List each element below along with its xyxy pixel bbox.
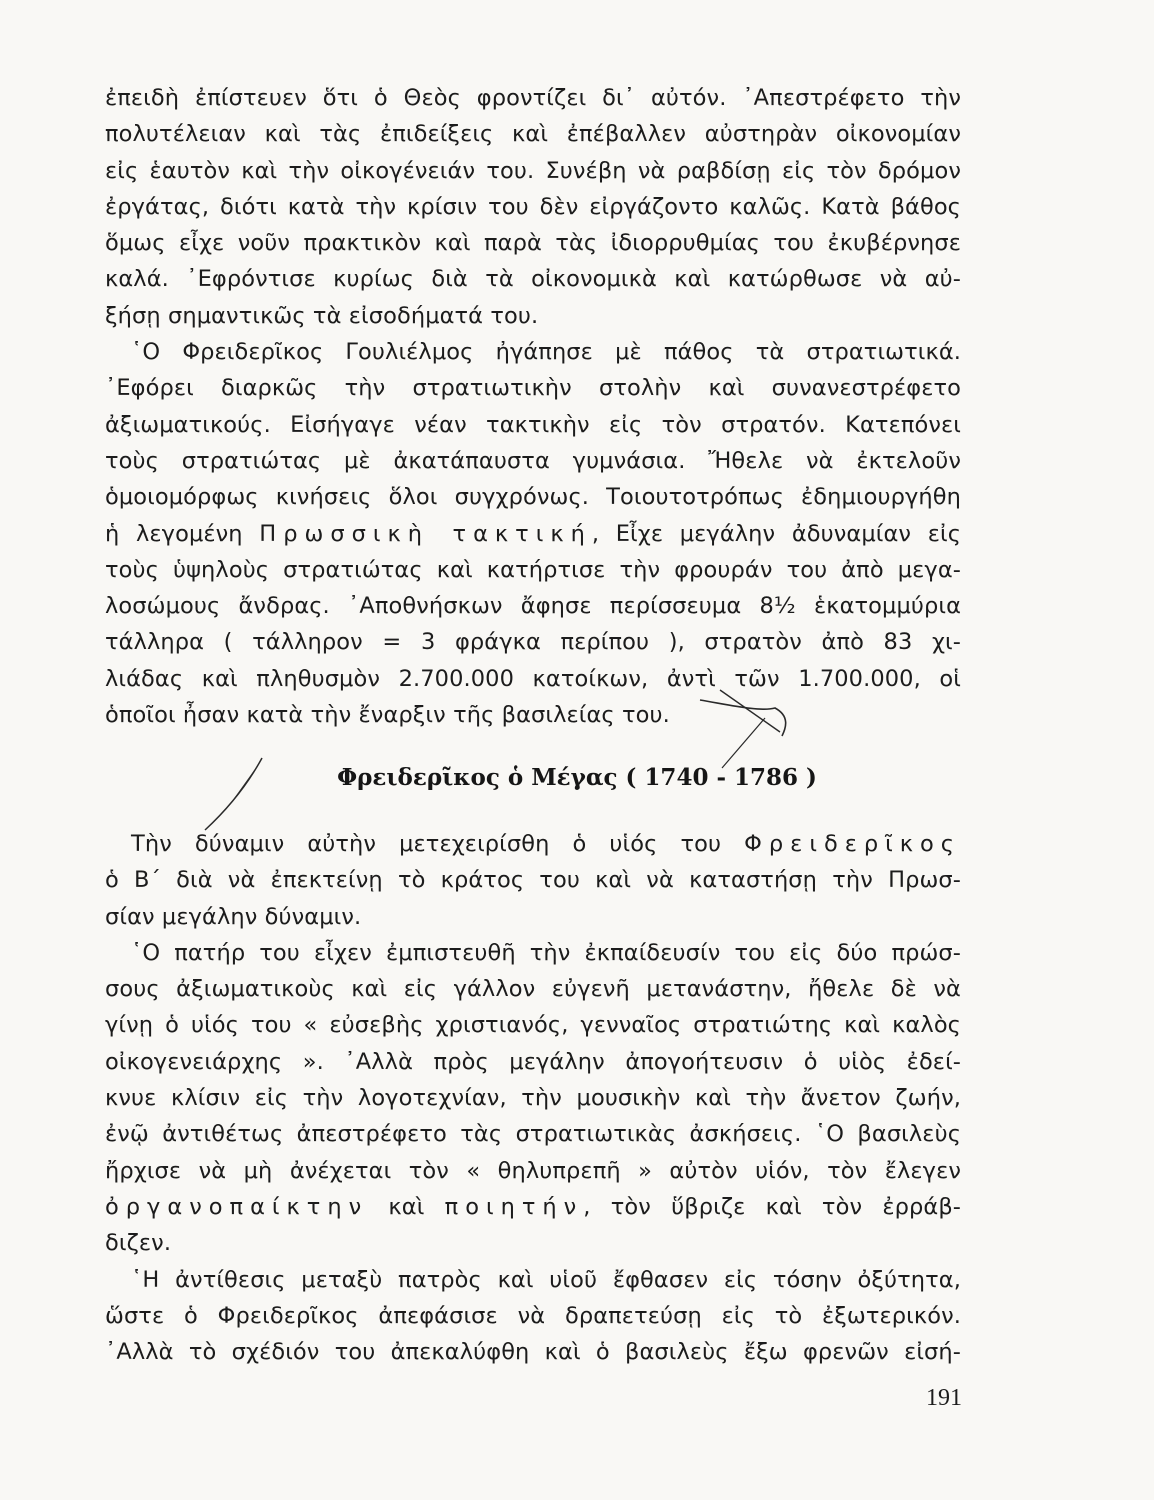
text-line: ἐνῷ ἀντιθέτως ἀπεστρέφετο τὰς στρατιωτικὰς ἀσκήσεις. ῾Ο βασιλεὺς [105,1121,961,1148]
section-heading: Φρειδερῖκος ὁ Μέγας ( 1740 - 1786 ) [337,764,817,791]
text-line: διζεν. [105,1230,172,1257]
text-line: ἀξιωματικούς. Εἰσήγαγε νέαν τακτικὴν εἰς τὸν στρατόν. Κατεπόνει [105,411,961,438]
spaced-emphasis-text: Πρωσσικὴ τακτική [259,520,592,547]
text-line: ᾿Εφόρει διαρκῶς τὴν στρατιωτικὴν στολὴν καὶ συνανεστρέφετο [105,375,961,402]
text-line: πολυτέλειαν καὶ τὰς ἐπιδείξεις καὶ ἐπέβαλλεν αὐστηρὰν οἰκονομίαν [105,121,961,148]
paragraph-start-line: ῾Ο Φρειδερῖκος Γουλιέλμος ἠγάπησε μὲ πάθος τὰ στρατιωτικά. [131,339,961,366]
text-line-frederick [105,826,961,862]
spaced-emphasis-text: ποιητήν [444,1193,584,1220]
text-fragment: καὶ [368,1193,445,1220]
text-line: λιάδας καὶ πληθυσμὸν 2.700.000 κατοίκων, ἀντὶ τῶν 1.700.000, οἱ [105,665,961,692]
text-line: τάλληρα ( τάλληρον = 3 φράγκα περίπου ), στρατὸν ἀπὸ 83 χι- [105,629,961,656]
body-text-lower [105,826,961,1370]
text-line: ὁ Β΄ διὰ νὰ ἐπεκτείνῃ τὸ κράτος του καὶ νὰ καταστήσῃ τὴν Πρωσ- [105,867,961,894]
text-line: γίνῃ ὁ υἱός του « εὐσεβὴς χριστιανός, γενναῖος στρατιώτης καὶ καλὸς [105,1012,961,1039]
text-line-names [105,1189,961,1225]
text-line: λοσώμους ἄνδρας. ᾿Αποθνήσκων ἄφησε περίσσευμα 8½ ἑκατομμύρια [105,593,961,620]
spaced-emphasis-text: ὀργανοπαίκτην [105,1193,369,1220]
body-text-upper [105,80,961,733]
text-line: καλά. ᾿Εφρόντισε κυρίως διὰ τὰ οἰκονομικὰ καὶ κατώρθωσε νὰ αὐ- [105,266,961,293]
spaced-emphasis-text: Φρειδερῖκος [744,831,961,857]
text-line: ἐπειδὴ ἐπίστευεν ὅτι ὁ Θεὸς φροντίζει δι᾽ αὐτόν. ᾿Απεστρέφετο τὴν [105,85,961,111]
text-line: ὥστε ὁ Φρειδερῖκος ἀπεφάσισε νὰ δραπετεύσῃ εἰς τὸ ἐξωτερικόν. [105,1302,961,1329]
text-line: οἰκογενειάρχης ». ᾿Αλλὰ πρὸς μεγάλην ἀπογοήτευσιν ὁ υἱὸς ἐδεί- [105,1048,961,1075]
text-fragment: , τὸν ὕβριζε καὶ τὸν ἐρράβ- [583,1193,961,1220]
text-line: ὅμως εἶχε νοῦν πρακτικὸν καὶ παρὰ τὰς ἰδιορρυθμίας του ἐκυβέρνησε [105,230,961,257]
paragraph-start-line: ῾Ο πατήρ του εἶχεν ἐμπιστευθῆ τὴν ἐκπαίδευσίν του εἰς δύο πρώσ- [131,939,961,966]
text-line: ἐργάτας, διότι κατὰ τὴν κρίσιν του δὲν εἰργάζοντο καλῶς. Κατὰ βάθος [105,193,961,220]
text-line-prussian-tactic [105,516,961,552]
text-line: ὁμοιομόρφως κινήσεις ὅλοι συγχρόνως. Τοιουτοτρόπως ἐδημιουργήθη [105,484,961,511]
text-line: σίαν μεγάλην δύναμιν. [105,903,362,930]
text-fragment: Τὴν δύναμιν αὐτὴν μετεχειρίσθη ὁ υἱός του [131,831,745,857]
text-line: ἤρχισε νὰ μὴ ἀνέχεται τὸν « θηλυπρεπῆ » αὐτὸν υἱόν, τὸν ἔλεγεν [105,1157,961,1184]
text-line: σους ἀξιωματικοὺς καὶ εἰς γάλλον εὐγενῆ μετανάστην, ἤθελε δὲ νὰ [105,976,961,1003]
text-line: ᾿Αλλὰ τὸ σχέδιόν του ἀπεκαλύφθη καὶ ὁ βασιλεὺς ἔξω φρενῶν εἰσή- [105,1339,961,1366]
text-line: εἰς ἑαυτὸν καὶ τὴν οἰκογένειάν του. Συνέβη νὰ ραβδίσῃ εἰς τὸν δρόμον [105,157,961,184]
text-line: τοὺς ὑψηλοὺς στρατιώτας καὶ κατήρτισε τὴν φρουράν του ἀπὸ μεγα- [105,556,961,583]
text-line: ξήσῃ σημαντικῶς τὰ εἰσοδήματά του. [105,302,539,329]
text-fragment: ἡ λεγομένη [105,520,260,547]
paragraph-start-line: ῾Η ἀντίθεσις μεταξὺ πατρὸς καὶ υἱοῦ ἔφθασεν εἰς τόσην ὀξύτητα, [131,1266,961,1293]
text-fragment: , Εἶχε μεγάλην ἀδυναμίαν εἰς [591,520,961,547]
text-line: ὁποῖοι ἦσαν κατὰ τὴν ἔναρξιν τῆς βασιλείας του. [105,702,670,729]
text-line: κνυε κλίσιν εἰς τὴν λογοτεχνίαν, τὴν μουσικὴν καὶ τὴν ἄνετον ζωήν, [105,1085,961,1112]
text-line: τοὺς στρατιώτας μὲ ἀκατάπαυστα γυμνάσια. Ἤθελε νὰ ἐκτελοῦν [105,447,961,474]
page-number: 191 [926,1385,962,1411]
